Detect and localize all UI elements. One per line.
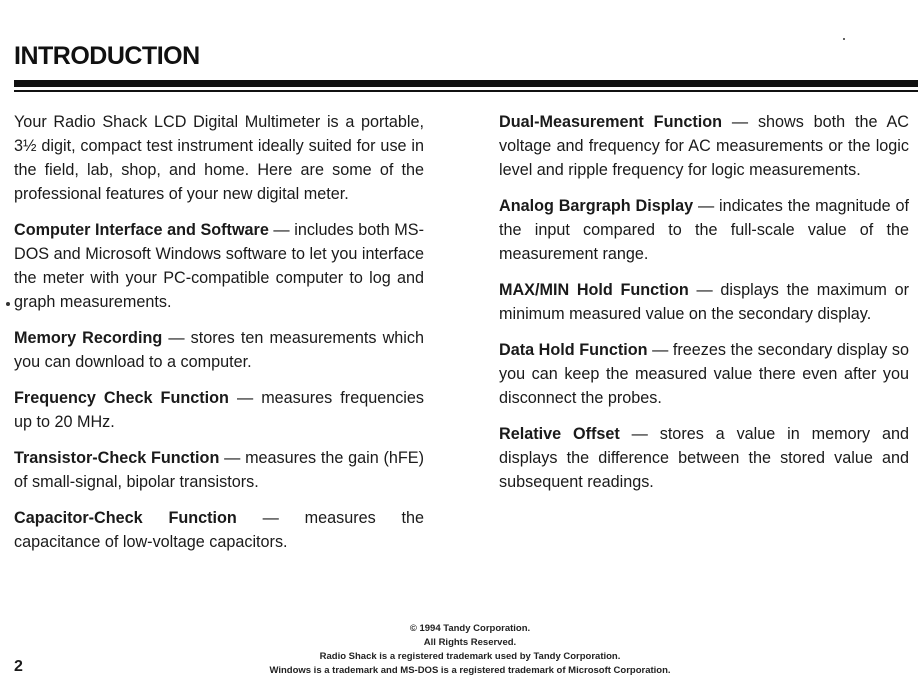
feature-term: Memory Recording	[14, 329, 163, 347]
feature-memory-recording	[14, 326, 424, 374]
feature-dash: —	[647, 341, 673, 359]
feature-desc: measures frequencies up to 20 MHz.	[14, 389, 424, 431]
feature-term: Dual-Measurement Function	[499, 113, 723, 131]
page-number: 2	[14, 658, 23, 675]
feature-term: Transistor-Check Function	[14, 449, 220, 467]
intro-paragraph: Your Radio Shack LCD Digital Multimeter is a portable, 3½ digit, compact test instrument ideally suited for use in the field, lab, shop, and home. Here are some of the professional features of your new digital meter.	[14, 113, 424, 203]
feature-frequency-check	[14, 386, 424, 434]
feature-term: Analog Bargraph Display	[499, 197, 694, 215]
feature-dash: —	[619, 425, 660, 443]
copyright-footer	[130, 622, 810, 678]
feature-capacitor-check	[14, 506, 424, 554]
copyright-line: © 1994 Tandy Corporation.	[409, 623, 531, 634]
right-column	[499, 110, 909, 506]
feature-max-min-hold	[499, 278, 909, 326]
trademark-line-2: Windows is a trademark and MS-DOS is a registered trademark of Microsoft Corporation.	[269, 665, 671, 676]
feature-dash: —	[219, 449, 246, 467]
feature-dash: —	[268, 221, 295, 239]
feature-relative-offset	[499, 422, 909, 494]
feature-dash: —	[688, 281, 721, 299]
feature-term: Capacitor-Check Function	[14, 509, 237, 527]
rights-line: All Rights Reserved.	[423, 637, 517, 648]
feature-desc: stores a value in memory and displays the difference between the stored value and subsequent readings.	[499, 425, 909, 491]
feature-dash: —	[162, 329, 191, 347]
feature-desc: displays the maximum or minimum measured value on the secondary display.	[499, 281, 910, 323]
feature-desc: indicates the magnitude of the input compared to the full-scale value of the measurement range.	[499, 197, 910, 263]
feature-transistor-check	[14, 446, 424, 494]
feature-dash: —	[228, 389, 262, 407]
feature-dash: —	[236, 509, 305, 527]
feature-term: Relative Offset	[499, 425, 620, 443]
feature-dash: —	[722, 113, 758, 131]
feature-term: Frequency Check Function	[14, 389, 229, 407]
feature-desc: shows both the AC voltage and frequency for AC measurements or the logic level and ripple frequency for logic measurements.	[499, 113, 910, 179]
scan-speck	[6, 302, 10, 306]
feature-desc: measures the gain (hFE) of small-signal, bipolar transistors.	[14, 449, 424, 491]
feature-dual-measurement	[499, 110, 909, 182]
feature-desc: measures the capacitance of low-voltage capacitors.	[14, 509, 425, 551]
page-heading: INTRODUCTION	[14, 42, 200, 70]
feature-desc: stores ten measurements which you can download to a computer.	[14, 329, 424, 371]
trademark-line-1: Radio Shack is a registered trademark used by Tandy Corporation.	[319, 651, 621, 662]
left-column	[14, 110, 424, 566]
heading-rule-thin	[14, 90, 918, 92]
feature-term: Data Hold Function	[499, 341, 648, 359]
feature-term: Computer Interface and Software	[14, 221, 269, 239]
feature-desc: includes both MS-DOS and Microsoft Windows software to let you interface the meter with your PC-compatible computer to log and graph measurements.	[14, 221, 424, 311]
feature-computer-interface	[14, 218, 424, 314]
feature-data-hold	[499, 338, 909, 410]
scan-speck	[843, 38, 845, 40]
feature-desc: freezes the secondary display so you can keep the measured value there even after you disconnect the probes.	[499, 341, 909, 407]
feature-term: MAX/MIN Hold Function	[499, 281, 689, 299]
feature-analog-bargraph	[499, 194, 909, 266]
heading-rule-thick	[14, 80, 918, 87]
feature-dash: —	[693, 197, 719, 215]
